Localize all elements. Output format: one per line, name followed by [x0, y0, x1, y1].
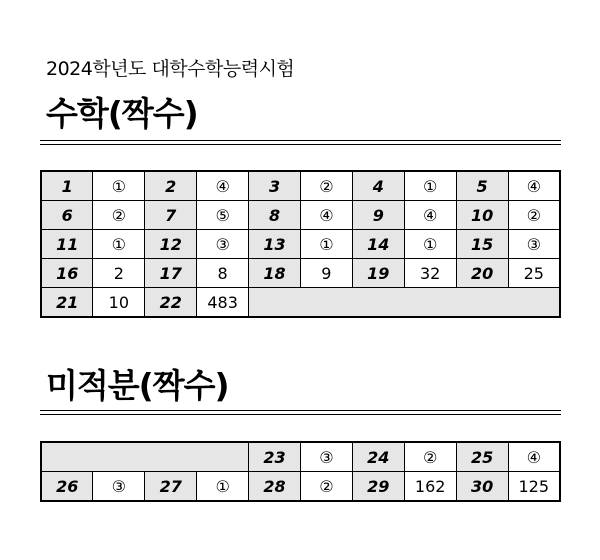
- answer-value: ②: [300, 171, 352, 201]
- question-number: 27: [145, 472, 197, 502]
- question-number: 4: [352, 171, 404, 201]
- answer-value: ④: [404, 201, 456, 230]
- question-number: 22: [145, 288, 197, 318]
- question-number: 5: [456, 171, 508, 201]
- table-row: [41, 171, 560, 201]
- calculus-answer-table: [40, 441, 561, 502]
- answer-value: ⑤: [197, 201, 249, 230]
- table-row: [41, 230, 560, 259]
- question-number: 17: [145, 259, 197, 288]
- table-row: [41, 259, 560, 288]
- question-number: 14: [352, 230, 404, 259]
- answer-value: ①: [93, 230, 145, 259]
- question-number: 7: [145, 201, 197, 230]
- answer-value: ③: [508, 230, 560, 259]
- answer-value: ①: [404, 171, 456, 201]
- question-number: 23: [249, 442, 301, 472]
- answer-value: 8: [197, 259, 249, 288]
- question-number: 24: [352, 442, 404, 472]
- answer-value: 10: [93, 288, 145, 318]
- question-number: 19: [352, 259, 404, 288]
- question-number: 15: [456, 230, 508, 259]
- answer-value: ④: [197, 171, 249, 201]
- answer-value: 125: [508, 472, 560, 502]
- question-number: 28: [249, 472, 301, 502]
- answer-value: 483: [197, 288, 249, 318]
- question-number: 21: [41, 288, 93, 318]
- exam-title: 2024학년도 대학수학능력시험: [46, 58, 295, 80]
- answer-value: 162: [404, 472, 456, 502]
- question-number: 25: [456, 442, 508, 472]
- question-number: 2: [145, 171, 197, 201]
- question-number: 12: [145, 230, 197, 259]
- answer-value: ②: [93, 201, 145, 230]
- question-number: 9: [352, 201, 404, 230]
- answer-value: 25: [508, 259, 560, 288]
- calculus-section-title: 미적분(짝수): [46, 366, 229, 405]
- answer-value: ③: [197, 230, 249, 259]
- question-number: 30: [456, 472, 508, 502]
- answer-value: ①: [404, 230, 456, 259]
- answer-value: ④: [508, 171, 560, 201]
- question-number: 3: [249, 171, 301, 201]
- empty-cell: [41, 442, 249, 472]
- answer-value: ②: [404, 442, 456, 472]
- table-row: [41, 201, 560, 230]
- math-double-rule: [40, 140, 561, 145]
- empty-cell: [249, 288, 560, 318]
- math-answer-table: [40, 170, 561, 318]
- question-number: 29: [352, 472, 404, 502]
- table-row: [41, 442, 560, 472]
- answer-value: ②: [508, 201, 560, 230]
- question-number: 18: [249, 259, 301, 288]
- question-number: 8: [249, 201, 301, 230]
- answer-value: ①: [93, 171, 145, 201]
- question-number: 20: [456, 259, 508, 288]
- question-number: 6: [41, 201, 93, 230]
- question-number: 26: [41, 472, 93, 502]
- answer-value: 2: [93, 259, 145, 288]
- answer-value: ④: [300, 201, 352, 230]
- question-number: 11: [41, 230, 93, 259]
- answer-value: ①: [197, 472, 249, 502]
- math-section-title: 수학(짝수): [46, 94, 198, 133]
- table-row: [41, 472, 560, 502]
- answer-value: ③: [93, 472, 145, 502]
- question-number: 13: [249, 230, 301, 259]
- answer-value: 32: [404, 259, 456, 288]
- answer-value: ③: [300, 442, 352, 472]
- question-number: 1: [41, 171, 93, 201]
- answer-value: ②: [300, 472, 352, 502]
- answer-value: ④: [508, 442, 560, 472]
- calculus-double-rule: [40, 410, 561, 415]
- question-number: 10: [456, 201, 508, 230]
- answer-value: ①: [300, 230, 352, 259]
- answer-value: 9: [300, 259, 352, 288]
- question-number: 16: [41, 259, 93, 288]
- table-row: [41, 288, 560, 318]
